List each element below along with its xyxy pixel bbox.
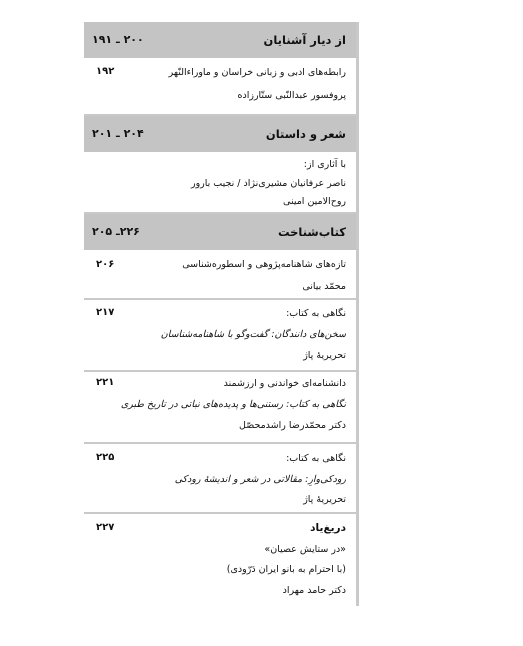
page-number: ۲۰۶ bbox=[96, 259, 115, 270]
book-title: نگاهی به کتاب: رستنی‌ها و پدیده‌های نباتی در تاریخ طبری bbox=[120, 399, 346, 410]
entry-author: روح‌الامین امینی bbox=[283, 196, 346, 207]
entry-author: تحریریهٔ پاژ bbox=[303, 494, 346, 505]
entry-title: تازه‌های شاهنامه‌پژوهی و اسطوره‌شناسی bbox=[182, 259, 346, 270]
book-title: سخن‌های دانندگان: گفت‌وگو با شاهنامه‌شناسان bbox=[160, 329, 346, 340]
page-number: ۲۲۵ bbox=[96, 452, 115, 463]
entry-title: دریغ‌یاد bbox=[310, 522, 346, 534]
entry-title: نگاهی به کتاب: bbox=[286, 453, 346, 464]
section-header-az-diyar bbox=[84, 22, 356, 58]
section-page-range: ۲۰۴ ـ ۲۰۱ bbox=[92, 127, 144, 140]
section-header-sher-dastan bbox=[84, 116, 356, 152]
entry-subtitle: «در ستایش عصیان» bbox=[264, 544, 346, 555]
section-title: شعر و داستان bbox=[265, 127, 346, 141]
entry-title: دانشنامه‌ای خواندنی و ارزشمند bbox=[223, 378, 346, 389]
entry-author: دکتر حامد مهراد bbox=[282, 585, 346, 596]
toc-entry[interactable] bbox=[84, 58, 356, 116]
toc-entry[interactable] bbox=[84, 444, 356, 514]
entry-title: رابطه‌های ادبی و زبانی خراسان و ماوراءالنّهر bbox=[168, 67, 346, 78]
toc-entry[interactable] bbox=[84, 152, 356, 214]
section-page-range: ۲۲۶ـ ۲۰۵ bbox=[92, 225, 140, 238]
toc-entry[interactable] bbox=[84, 514, 356, 606]
toc-entry[interactable] bbox=[84, 250, 356, 300]
page-number: ۲۲۱ bbox=[96, 377, 115, 388]
page-number: ۲۱۷ bbox=[96, 307, 115, 318]
section-title: از دیار آشنایان bbox=[263, 33, 346, 47]
page-number: ۱۹۲ bbox=[96, 66, 115, 77]
section-title: کتاب‌شناخت bbox=[277, 225, 346, 239]
entry-author: محمّد بیانی bbox=[302, 281, 346, 292]
table-of-contents bbox=[84, 22, 359, 606]
toc-entry[interactable] bbox=[84, 372, 356, 444]
page-number: ۲۲۷ bbox=[96, 522, 115, 533]
toc-entry[interactable] bbox=[84, 300, 356, 372]
entry-title: نگاهی به کتاب: bbox=[286, 308, 346, 319]
book-title: رودکی‌وارِ: مقالاتی در شعر و اندیشهٔ رودکی bbox=[174, 474, 346, 485]
entry-author: دکتر محمّدرضا راشدمحصّل bbox=[239, 420, 346, 431]
entry-author: پروفسور عبدالنّبی ستّارزاده bbox=[237, 90, 346, 101]
entry-title: با آثاری از: bbox=[303, 159, 346, 170]
entry-author: تحریریهٔ پاژ bbox=[303, 350, 346, 361]
section-header-ketabshenakht bbox=[84, 214, 356, 250]
entry-authors: ناصر عرفانیان مشیری‌نژاد / نجیب بارور bbox=[190, 178, 346, 189]
entry-dedication: (با احترام به بانو ایران دَرّودی) bbox=[226, 564, 346, 575]
section-page-range: ۲۰۰ ـ ۱۹۱ bbox=[92, 33, 144, 46]
